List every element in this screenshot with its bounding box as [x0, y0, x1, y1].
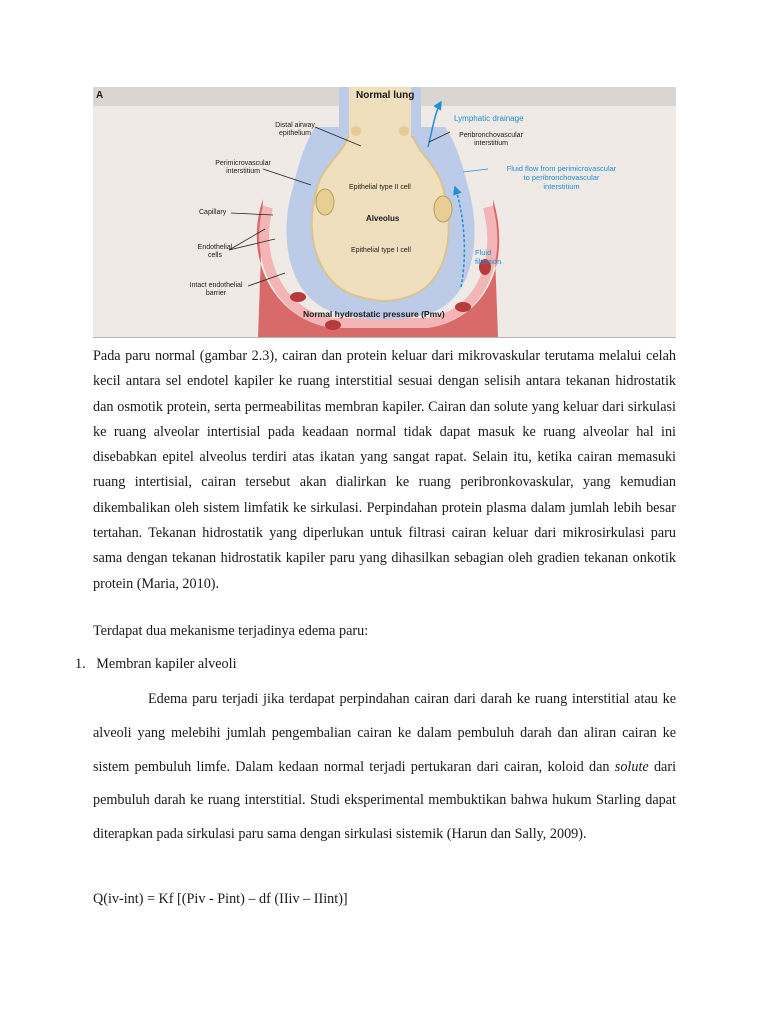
label-pressure: Normal hydrostatic pressure (Pmv) — [303, 309, 445, 319]
label-alveolus: Alveolus — [366, 214, 400, 223]
label-fluid-filtration: Fluid filtration — [475, 248, 502, 266]
starling-formula: Q(iv-int) = Kf [(Piv - Pint) – df (IIiv – IIint)] — [93, 891, 348, 907]
intro-line: Terdapat dua mekanisme terjadinya edema paru: — [93, 623, 369, 639]
lung-figure — [93, 87, 676, 338]
panel-letter: A — [96, 90, 104, 101]
list-item-1 — [75, 656, 237, 673]
label-type2-cell: Epithelial type II cell — [349, 184, 411, 191]
normal-lung-diagram — [93, 87, 676, 337]
label-lymphatic: Lymphatic drainage — [454, 114, 524, 123]
label-endothelial: Endothelial cells — [197, 244, 233, 259]
label-type1-cell: Epithelial type I cell — [351, 247, 411, 254]
paragraph-1: Pada paru normal (gambar 2.3), cairan dan protein keluar dari mikrovaskular terutama melalui celah kecil antara sel endotel kapiler ke ruang interstitial sesuai dengan selisih antara tekanan hidrostatik dan osmotik protein, serta permeabilitas membran kapiler. Cairan dan solute yang keluar dari sirkulasi ke ruang alveolar intertisial pada keadaan normal tidak dapat masuk ke ruang alveolar hal ini disebabkan epitel alveolus terdiri atas ikatan yang sangat rapat. Selain itu, ketika cairan memasuki ruang intertisial, cairan tersebut akan dialirkan ke ruang peribronkovaskular, yang kemudian dikembalikan oleh sistem limfatik ke sirkulasi. Perpindahan protein plasma dalam jumlah lebih besar tertahan. Tekanan hidrostatik yang diperlukan untuk filtrasi cairan keluar dari mikrosirkulasi paru sama dengan tekanan hidrostatik kapiler paru yang dihasilkan sebagian oleh gradien tekanan onkotik protein (Maria, 2010). — [93, 348, 676, 592]
label-intact-barrier: Intact endothelial barrier — [189, 282, 243, 297]
label-fluid-flow: Fluid flow from perimicrovascular to peribronchovascular interstitium — [506, 164, 617, 191]
list-number: 1. — [75, 656, 86, 672]
label-capillary: Capillary — [199, 209, 227, 216]
label-peribronchovascular: Peribronchovascular interstitium — [459, 132, 523, 147]
paragraph-2-text-a: Edema paru terjadi jika terdapat perpindahan cairan dari darah ke ruang interstitial atau ke alveoli yang melebihi jumlah pengembalian cairan ke dalam pembuluh darah dan aliran cairan ke sistem pembuluh limfe. Dalam kedaan normal terjadi pertukaran dari cairan, koloid dan — [93, 691, 676, 775]
figure-title: Normal lung — [356, 90, 415, 101]
label-perimicrovascular: Perimicrovascular interstitium — [215, 160, 271, 175]
paragraph-2-italic: solute — [614, 758, 649, 775]
list-item-label: Membran kapiler alveoli — [96, 656, 237, 672]
label-distal-airway: Distal airway epithelium — [275, 122, 315, 137]
paragraph-2-text-b: dari pembuluh darah ke ruang interstitial. Studi eksperimental membuktikan bahwa hukum Starling dapat diterapkan pada sirkulasi paru sama dengan sirkulasi sistemik (Harun dan Sally, 2009). — [93, 758, 677, 843]
paragraph-2 — [93, 683, 676, 852]
